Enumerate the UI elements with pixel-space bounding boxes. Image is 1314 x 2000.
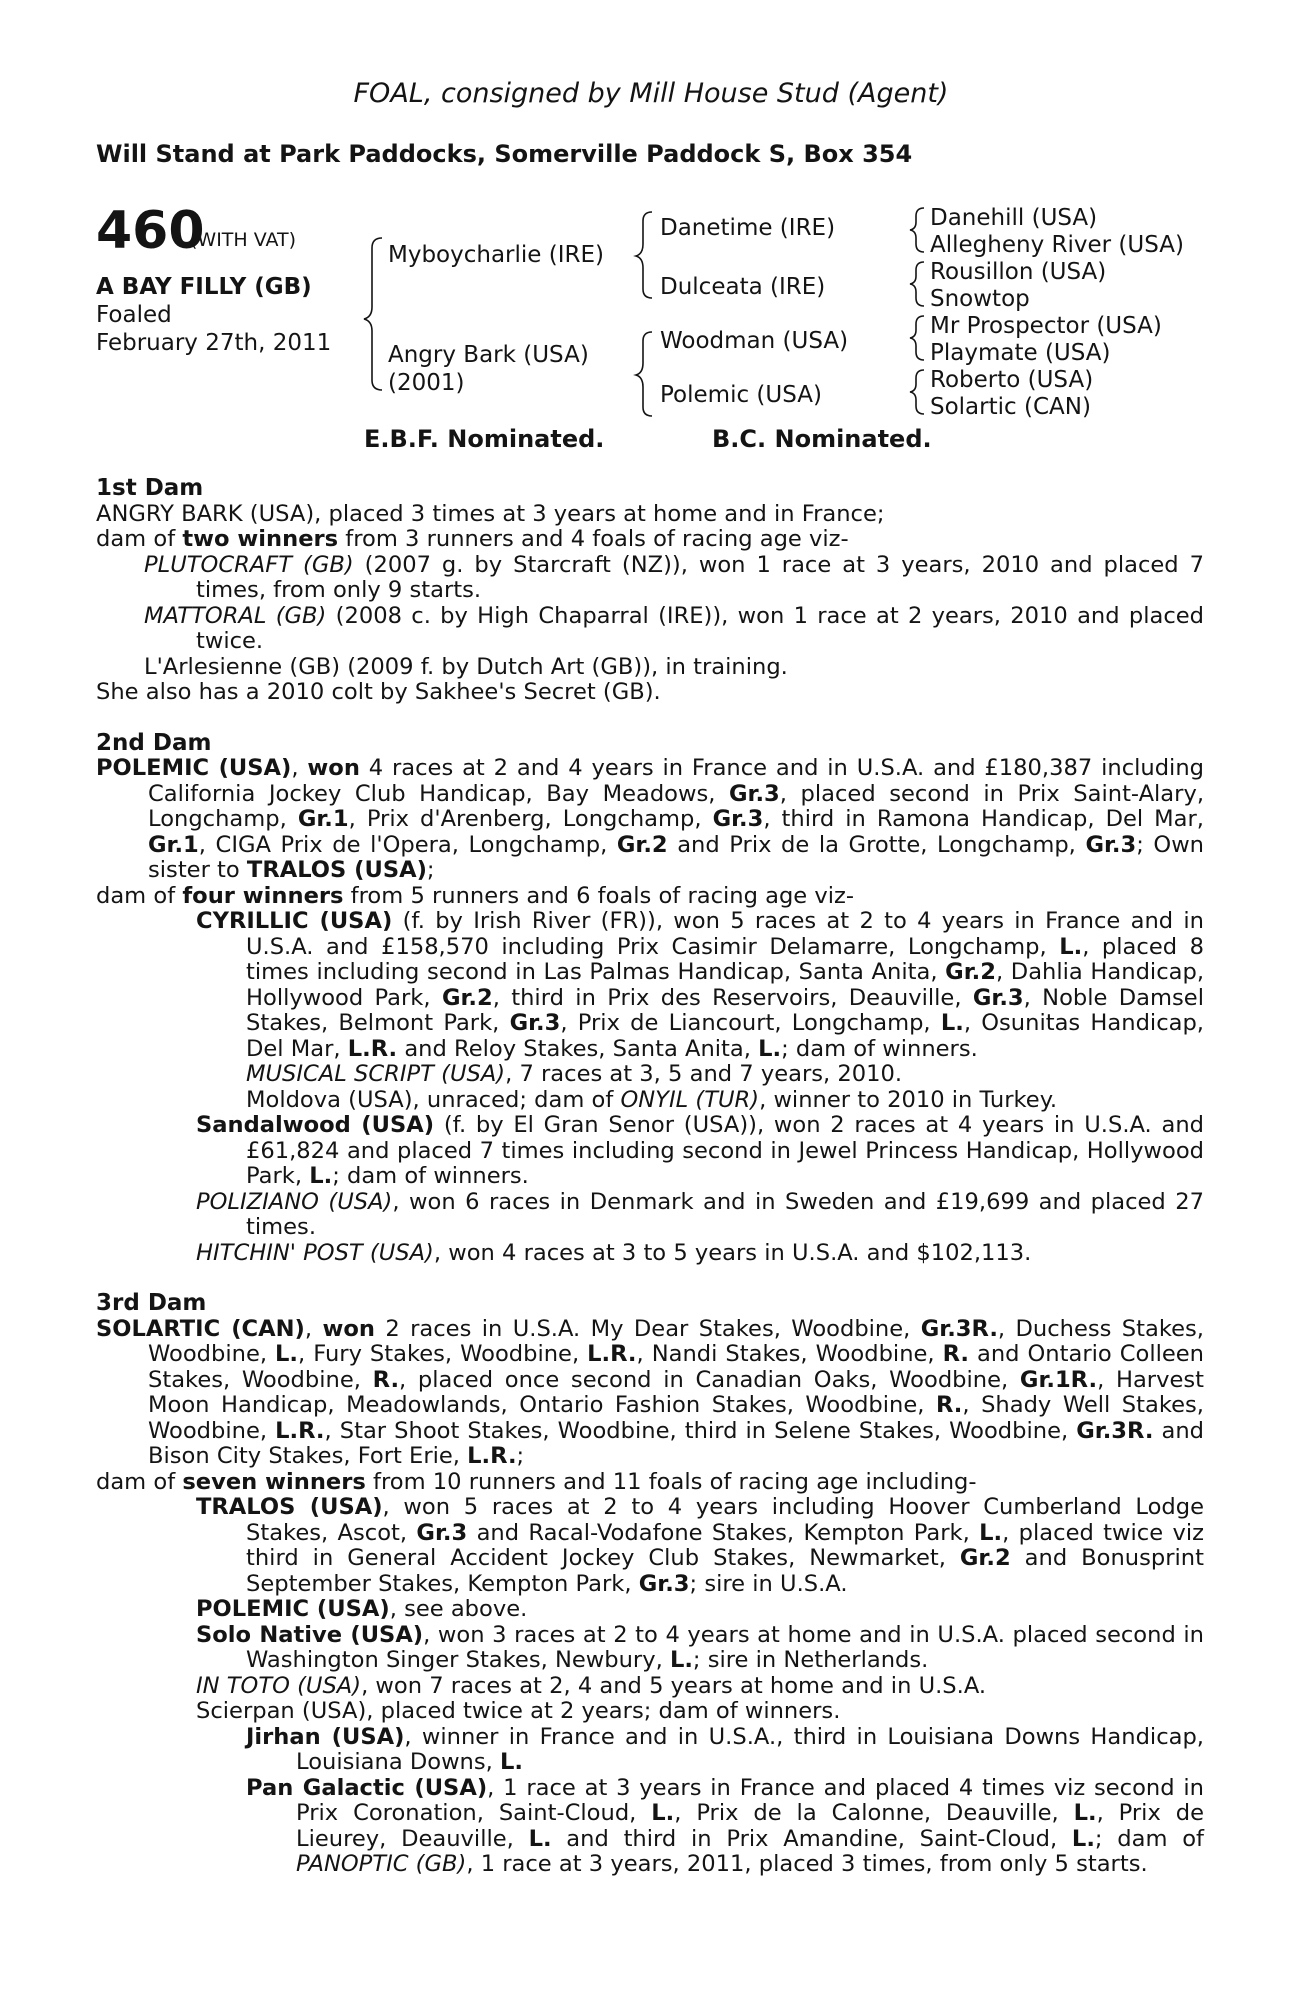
produce-entry [96,1113,1204,1190]
dam-description: ANGRY BARK (USA), placed 3 times at 3 years at home and in France; [96,500,885,527]
text-run: , Shady Well Stakes, Woodbine, [148,1392,1204,1444]
text-run: TRALOS (USA) [196,1494,383,1520]
pedigree-sss: Danehill (USA) [930,205,1098,231]
text-run: Scierpan (USA), placed twice at 2 years; dam of winners. [196,1698,841,1724]
produce-entry [96,1699,1204,1725]
text-run: won [307,755,360,781]
pedigree-dam-year: (2001) [388,370,465,396]
text-run: , winner in France and in U.S.A., third in Louisiana Downs Handicap, Louisiana Downs, [296,1723,1204,1775]
text-run: , Fury Stakes, Woodbine, [298,1341,588,1367]
text-run: 4 races at 2 and 4 years in France and in U.S.A. and £180,387 including California Jockey Club Handicap, Bay Meadows, [148,755,1204,807]
pedigree-ddd: Solartic (CAN) [930,394,1091,420]
section-heading: 2nd Dam [96,729,212,756]
produce-entry [96,1241,1204,1267]
text-run: seven winners [182,1468,366,1495]
bc-nominated: B.C. Nominated. [712,425,932,453]
text-run: Gr.2 [959,1545,1011,1571]
text-run: , placed 8 times including second in Las Palmas Handicap, Santa Anita, [246,933,1204,985]
text-run: , Prix de Liancourt, Longchamp, [560,1010,941,1036]
text-run: L. [979,1519,1003,1546]
text-run: L. [309,1163,333,1189]
ebf-nominated: E.B.F. Nominated. [364,425,605,453]
text-run: R. [935,1392,963,1418]
text-run: , won 5 races at 2 to 4 years including Hoover Cumberland Lodge Stakes, Ascot, [246,1494,1204,1546]
text-run: , third in Ramona Handicap, Del Mar, [763,806,1204,832]
text-run: ONYIL (TUR) [620,1086,760,1113]
pedigree-sds: Rousillon (USA) [930,259,1107,285]
dam-produce-summary [96,1470,1204,1496]
text-run: Gr.1 [297,806,349,832]
text-run: IN TOTO (USA) [196,1672,362,1699]
text-run: 2 races in U.S.A. My Dear Stakes, Woodbine, [374,1315,921,1342]
text-run: dam of [96,882,183,909]
text-run: L. [669,1647,693,1673]
text-run: Gr.3 [712,806,764,832]
text-run: , [304,1315,323,1342]
dam-sections [96,476,1204,1878]
text-run: L. [1071,1825,1095,1852]
text-run: , won 3 races at 2 to 4 years at home and in U.S.A. placed second in Washington Singer Stakes, Newbury, [246,1621,1204,1673]
text-run: POLIZIANO (USA) [196,1188,393,1215]
pedigree-ssd: Allegheny River (USA) [930,232,1184,258]
text-run: L. [940,1010,964,1036]
foaled-label: Foaled [96,302,172,328]
produce-entry [96,1623,1204,1674]
text-run: Moldova (USA), unraced; dam of [246,1086,621,1113]
foaled-date: February 27th, 2011 [96,330,332,356]
text-run: and Prix de la Grotte, Longchamp, [667,831,1086,858]
text-run: , placed twice viz third in General Accident Jockey Club Stakes, Newmarket, [246,1519,1204,1571]
text-run: , Osunitas Handicap, Del Mar, [246,1010,1204,1062]
text-run: L. [1059,933,1083,960]
pedigree-sdd: Snowtop [930,286,1030,312]
dam-note: She also has a 2010 colt by Sakhee's Secret (GB). [96,679,661,705]
text-run: four winners [182,882,344,909]
text-run: SOLARTIC (CAN) [96,1315,305,1342]
text-run: , won 6 races in Denmark and in Sweden and £19,699 and placed 27 times. [246,1188,1204,1240]
text-run: ; Own sister to [148,831,1204,883]
text-run: , placed once second in Canadian Oaks, Woodbine, [399,1366,1020,1393]
text-run: Gr.3R. [920,1315,998,1342]
horse-title: A BAY FILLY (GB) [96,274,312,300]
text-run: and Reloy Stakes, Santa Anita, [397,1035,759,1062]
text-run: L.R. [467,1443,517,1469]
text-run: , Prix de la Calonne, Deauville, [674,1800,1074,1826]
text-run: L. [651,1800,675,1826]
text-run: and third in Prix Amandine, Saint-Cloud, [551,1825,1072,1852]
text-run: (f. by Irish River (FR)), won 5 races at 2 to 4 years in France and in U.S.A. and £158,570 including Prix Casimir Delamarre, Longchamp, [246,908,1205,960]
text-run: , [291,755,308,781]
third-dam-section [96,1291,1204,1878]
text-run: Gr.2 [441,984,493,1011]
text-run: , third in Prix des Reservoirs, Deauville, [492,984,973,1011]
text-run: from 5 runners and 6 foals of racing age viz- [343,882,855,909]
text-run: L. [758,1035,782,1062]
text-run: HITCHIN' POST (USA) [196,1239,434,1266]
text-run: , won 7 races at 2, 4 and 5 years at home and in U.S.A. [361,1672,987,1699]
text-run: ; [516,1443,525,1469]
text-run: , CIGA Prix de l'Opera, Longchamp, [198,831,617,858]
text-run: L.R. [347,1035,398,1062]
text-run: R. [942,1341,970,1367]
first-dam-section [96,476,1204,706]
pedigree-dss: Mr Prospector (USA) [930,313,1162,339]
location-line: Will Stand at Park Paddocks, Somerville Paddock S, Box 354 [96,140,913,168]
text-run: , Prix d'Arenberg, Longchamp, [348,806,713,832]
text-run: L. [528,1825,552,1852]
produce-entry [96,1674,1204,1700]
produce-entry: L'Arlesienne (GB) (2009 f. by Dutch Art (GB)), in training. [144,653,788,680]
text-run: Jirhan (USA) [246,1723,405,1750]
pedigree-dsd: Playmate (USA) [930,340,1111,366]
pedigree-dds: Roberto (USA) [930,367,1094,393]
produce-sub-entry [96,1776,1204,1878]
second-dam-section [96,731,1204,1267]
text-run: POLEMIC (USA) [96,755,292,781]
text-run: and Bonusprint September Stakes, Kempton Park, [246,1545,1204,1597]
text-run: MUSICAL SCRIPT (USA) [246,1061,506,1087]
text-run: ; [426,857,435,883]
text-run: Gr.3 [416,1519,468,1546]
text-run: ; dam of [1094,1825,1204,1852]
dam-produce-summary: dam of two winners from 3 runners and 4 foals of racing age viz- [96,526,849,552]
produce-entry [96,1597,1204,1623]
consignor-line: FOAL, consigned by Mill House Stud (Agent) [353,78,949,109]
text-run: , Harvest Moon Handicap, Meadowlands, Ontario Fashion Stakes, Woodbine, [148,1366,1204,1418]
text-run: Gr.2 [616,831,668,858]
text-run: ; dam of winners. [332,1163,529,1189]
text-run: Solo Native (USA) [196,1621,424,1648]
dam-produce-summary [96,884,1204,910]
section-heading: 1st Dam [96,475,204,501]
vat-note: (WITH VAT) [190,229,297,251]
text-run: , 1 race at 3 years in France and placed 4 times viz second in Prix Coronation, Saint-Cloud, [296,1774,1204,1826]
text-run: L. [500,1749,523,1775]
text-run: , Nandi Stakes, Woodbine, [636,1341,943,1367]
text-run: and Racal-Vodafone Stakes, Kempton Park, [467,1519,980,1546]
produce-entry [96,1495,1204,1597]
pedigree-sire: Myboycharlie (IRE) [388,242,604,268]
dam-description [96,756,1204,884]
text-run: L.R. [587,1341,637,1367]
text-run: ; sire in U.S.A. [689,1570,848,1597]
section-heading: 3rd Dam [96,1290,207,1316]
text-run: Gr.3 [729,780,780,807]
text-run: and Bison City Stakes, Fort Erie, [148,1417,1204,1469]
text-run: , Prix de Lieurey, Deauville, [296,1800,1204,1852]
text-run: dam of [96,1468,183,1495]
text-run: , Noble Damsel Stakes, Belmont Park, [246,984,1204,1036]
text-run: L. [275,1341,299,1367]
text-run: ; sire in Netherlands. [692,1647,929,1673]
produce-entry: PLUTOCRAFT (GB) (2007 g. by Starcraft (NZ)), won 1 race at 3 years, 2010 and placed 7 times, from only 9 starts. [144,551,1204,603]
text-run: , winner to 2010 in Turkey. [759,1086,1058,1113]
text-run: PANOPTIC (GB) [296,1851,467,1877]
produce-entry: MATTORAL (GB) (2008 c. by High Chaparral (IRE)), won 1 race at 2 years, 2010 and placed twice. [144,602,1204,654]
text-run: POLEMIC (USA) [196,1596,390,1622]
text-run: Gr.1R. [1019,1366,1098,1393]
text-run: , placed second in Prix Saint-Alary, Longchamp, [148,780,1204,832]
pedigree-sire-dam: Dulceata (IRE) [660,274,826,300]
text-run: Gr.3R. [1076,1417,1154,1444]
text-run: , 1 race at 3 years, 2011, placed 3 times, from only 5 starts. [466,1851,1148,1877]
text-run: Gr.3 [1085,831,1137,858]
pedigree-dam-sire: Woodman (USA) [660,328,849,354]
pedigree-dam: Angry Bark (USA) [388,342,589,368]
text-run: R. [372,1366,400,1393]
text-run: Gr.2 [945,959,996,985]
pedigree-sire-sire: Danetime (IRE) [660,215,836,241]
text-run: Gr.3 [509,1010,561,1036]
text-run: , Duchess Stakes, Woodbine, [148,1315,1204,1367]
text-run: Gr.3 [638,1570,690,1597]
text-run: (f. by El Gran Senor (USA)), won 2 races at 4 years in U.S.A. and £61,824 and placed 7 times including second in Jewel Princess Handicap, Hollywood Park, [246,1112,1205,1189]
text-run: , see above. [389,1596,528,1622]
text-run: won [322,1315,375,1342]
text-run: , 7 races at 3, 5 and 7 years, 2010. [505,1061,903,1087]
lot-number: 460 [96,201,205,261]
text-run: Gr.3 [972,984,1024,1011]
pedigree-dam-dam: Polemic (USA) [660,382,822,408]
text-run: ; dam of winners. [781,1035,978,1062]
text-run: CYRILLIC (USA) [196,908,393,934]
produce-entry [96,909,1204,1062]
dam-description [96,1317,1204,1470]
text-run: Sandalwood (USA) [196,1112,435,1138]
produce-sub-entry [96,1062,1204,1088]
text-run: , Dahlia Handicap, Hollywood Park, [246,959,1204,1011]
produce-sub-entry [96,1725,1204,1776]
text-run: and Ontario Colleen Stakes, Woodbine, [148,1341,1204,1393]
text-run: Pan Galactic (USA) [246,1774,488,1801]
text-run: L. [1073,1800,1097,1826]
text-run: , Star Shoot Stakes, Woodbine, third in Selene Stakes, Woodbine, [324,1417,1077,1444]
text-run: Gr.1 [148,831,199,858]
text-run: TRALOS (USA) [246,857,427,883]
text-run: , won 4 races at 3 to 5 years in U.S.A. and $102,113. [433,1239,1032,1266]
produce-entry [96,1190,1204,1241]
text-run: L.R. [275,1417,325,1444]
produce-sub-entry [96,1088,1204,1114]
text-run: from 10 runners and 11 foals of racing age including- [365,1468,977,1495]
